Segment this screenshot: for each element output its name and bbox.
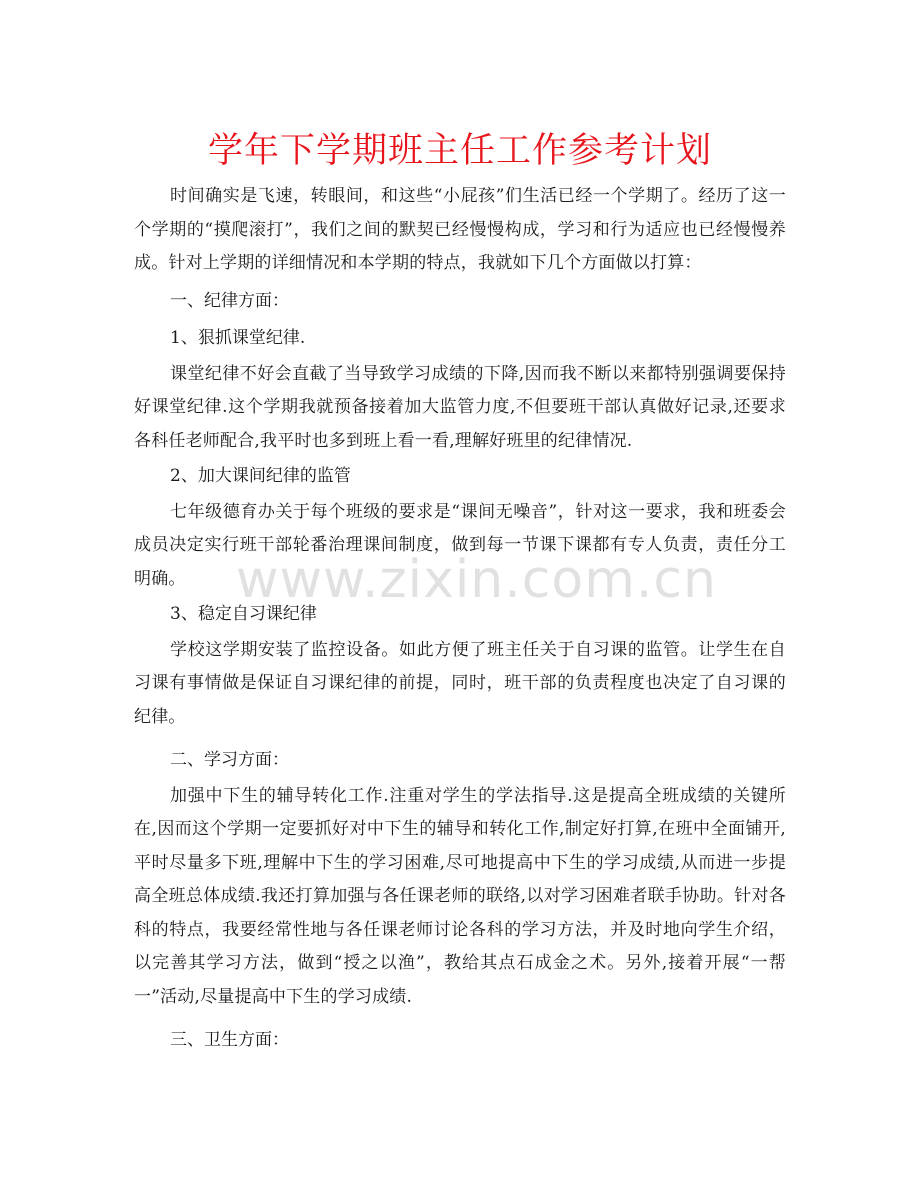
section-heading-discipline: 一、纪律方面： xyxy=(170,290,289,311)
subheading-break-discipline: 2、加大课间纪律的监管 xyxy=(170,466,351,486)
document-body xyxy=(134,180,786,1060)
section-heading-study: 二、学习方面： xyxy=(170,750,289,770)
section-heading-hygiene: 三、卫生方面： xyxy=(170,1030,289,1050)
subheading-self-study-discipline: 3、稳定自习课纪律 xyxy=(170,604,317,624)
subheading-classroom-discipline: 1、狠抓课堂纪律. xyxy=(170,328,306,348)
paragraph-break-discipline: 七年级德育办关于每个班级的要求是“课间无噪音”，针对这一要求，我和班委会成员决定实行班干部轮番治理课间制度，做到每一节课下课都有专人负责，责任分工明确。 xyxy=(134,501,786,589)
document-title: 学年下学期班主任工作参考计划 xyxy=(207,131,712,171)
watermark: www.zixin.com.cn xyxy=(236,550,717,610)
paragraph-classroom-discipline: 课堂纪律不好会直截了当导致学习成绩的下降,因而我不断以来都特别强调要保持好课堂纪律.这个学期我就预备接着加大监管力度,不但要班干部认真做好记录,还要求各科任老师配合,我平时也多到班上看一看,理解好班里的纪律情况. xyxy=(134,363,786,451)
paragraph-self-study-discipline: 学校这学期安装了监控设备。如此方便了班主任关于自习课的监管。让学生在自习课有事情做是保证自习课纪律的前提，同时，班干部的负责程度也决定了自习课的纪律。 xyxy=(134,639,786,727)
paragraph-study: 加强中下生的辅导转化工作.注重对学生的学法指导.这是提高全班成绩的关键所在,因而这个学期一定要抓好对中下生的辅导和转化工作,制定好打算,在班中全面铺开,平时尽量多下班,理解中下生的学习困难,尽可地提高中下生的学习成绩,从而进一步提高全班总体成绩.我还打算加强与各任课老师的联络,以对学习困难者联手协助。针对各科的特点，我要经常性地与各任课老师讨论各科的学习方法，并及时地向学生介绍，以完善其学习方法，做到“授之以渔”，教给其点石成金之术。另外,接着开展“一帮一”活动,尽量提高中下生的学习成绩. xyxy=(134,785,786,1007)
intro-paragraph: 时间确实是飞速，转眼间，和这些“小屁孩”们生活已经一个学期了。经历了这一个学期的“摸爬滚打”，我们之间的默契已经慢慢构成，学习和行为适应也已经慢慢养成。针对上学期的详细情况和本学期的特点，我就如下几个方面做以打算： xyxy=(134,186,786,273)
